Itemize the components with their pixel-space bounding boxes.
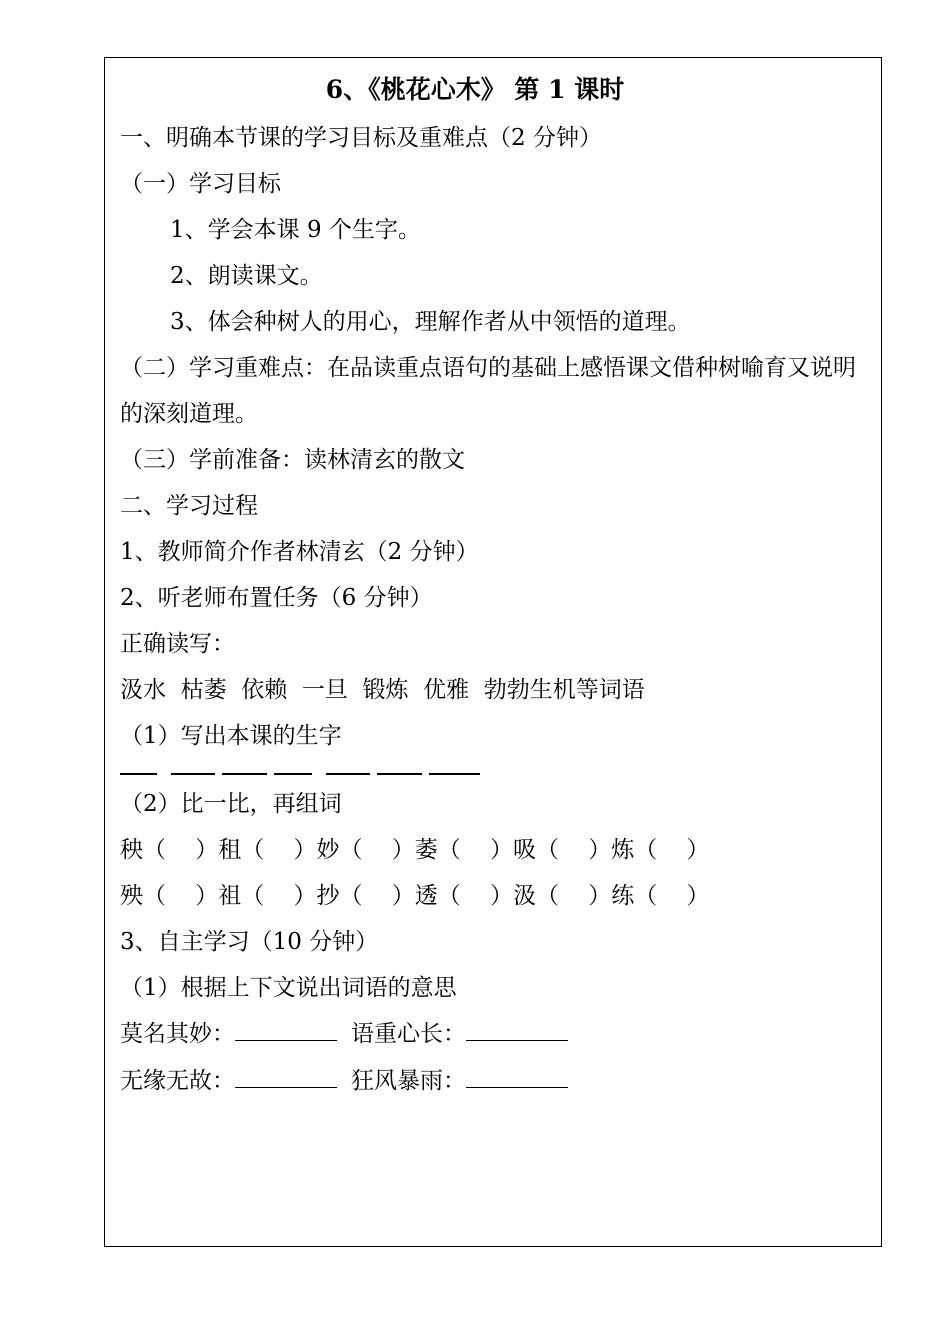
goal-item: 2、朗读课文。: [170, 263, 323, 289]
meaning-blank[interactable]: [466, 1018, 568, 1041]
answer-blank[interactable]: [326, 773, 370, 775]
difficulty-text: （二）学习重难点：在品读重点语句的基础上感悟课文借种树喻育又说明的深刻道理。: [120, 355, 856, 427]
answer-blank[interactable]: [377, 773, 422, 775]
section2-heading: 二、学习过程: [120, 493, 258, 519]
term-label: 无缘无故：: [120, 1068, 235, 1094]
compare-row: 殃（ ）祖（ ）抄（ ）透（ ）汲（ ）练（ ）: [120, 883, 710, 909]
page-title: 6、《桃花心木》 第 1 课时: [325, 75, 625, 104]
term-label: 狂风暴雨：: [351, 1068, 466, 1094]
goal-item: 1、学会本课 9 个生字。: [170, 217, 421, 243]
goals-heading: （一）学习目标: [120, 171, 281, 197]
answer-blank[interactable]: [274, 773, 312, 775]
answer-blank[interactable]: [429, 773, 480, 775]
meaning-blank[interactable]: [235, 1018, 337, 1041]
answer-blank[interactable]: [120, 773, 157, 775]
meaning-row: [120, 1065, 582, 1097]
step1-text: 1、教师简介作者林清玄（2 分钟）: [120, 539, 479, 565]
term-label: 语重心长：: [351, 1021, 466, 1047]
step3-text: 3、自主学习（10 分钟）: [120, 929, 379, 955]
step2-text: 2、听老师布置任务（6 分钟）: [120, 585, 433, 611]
goal-item: 3、体会种树人的用心，理解作者从中领悟的道理。: [170, 309, 691, 335]
answer-blank[interactable]: [222, 773, 267, 775]
task3-text: （1）根据上下文说出词语的意思: [120, 975, 457, 1001]
term-label: 莫名其妙：: [120, 1021, 235, 1047]
meaning-blank[interactable]: [235, 1065, 337, 1088]
section1-heading: 一、明确本节课的学习目标及重难点（2 分钟）: [120, 125, 602, 151]
meaning-blank[interactable]: [466, 1065, 568, 1088]
word-list: 汲水 枯萎 依赖 一旦 锻炼 优雅 勃勃生机等词语: [120, 677, 645, 703]
answer-blank[interactable]: [171, 773, 215, 775]
task1-text: （1）写出本课的生字: [120, 723, 342, 749]
read-write-label: 正确读写：: [120, 631, 235, 657]
task2-text: （2）比一比，再组词: [120, 791, 342, 817]
prep-text: （三）学前准备：读林清玄的散文: [120, 447, 465, 473]
meaning-row: [120, 1018, 582, 1050]
compare-row: 秧（ ）租（ ）妙（ ）萎（ ）吸（ ）炼（ ）: [120, 837, 710, 863]
